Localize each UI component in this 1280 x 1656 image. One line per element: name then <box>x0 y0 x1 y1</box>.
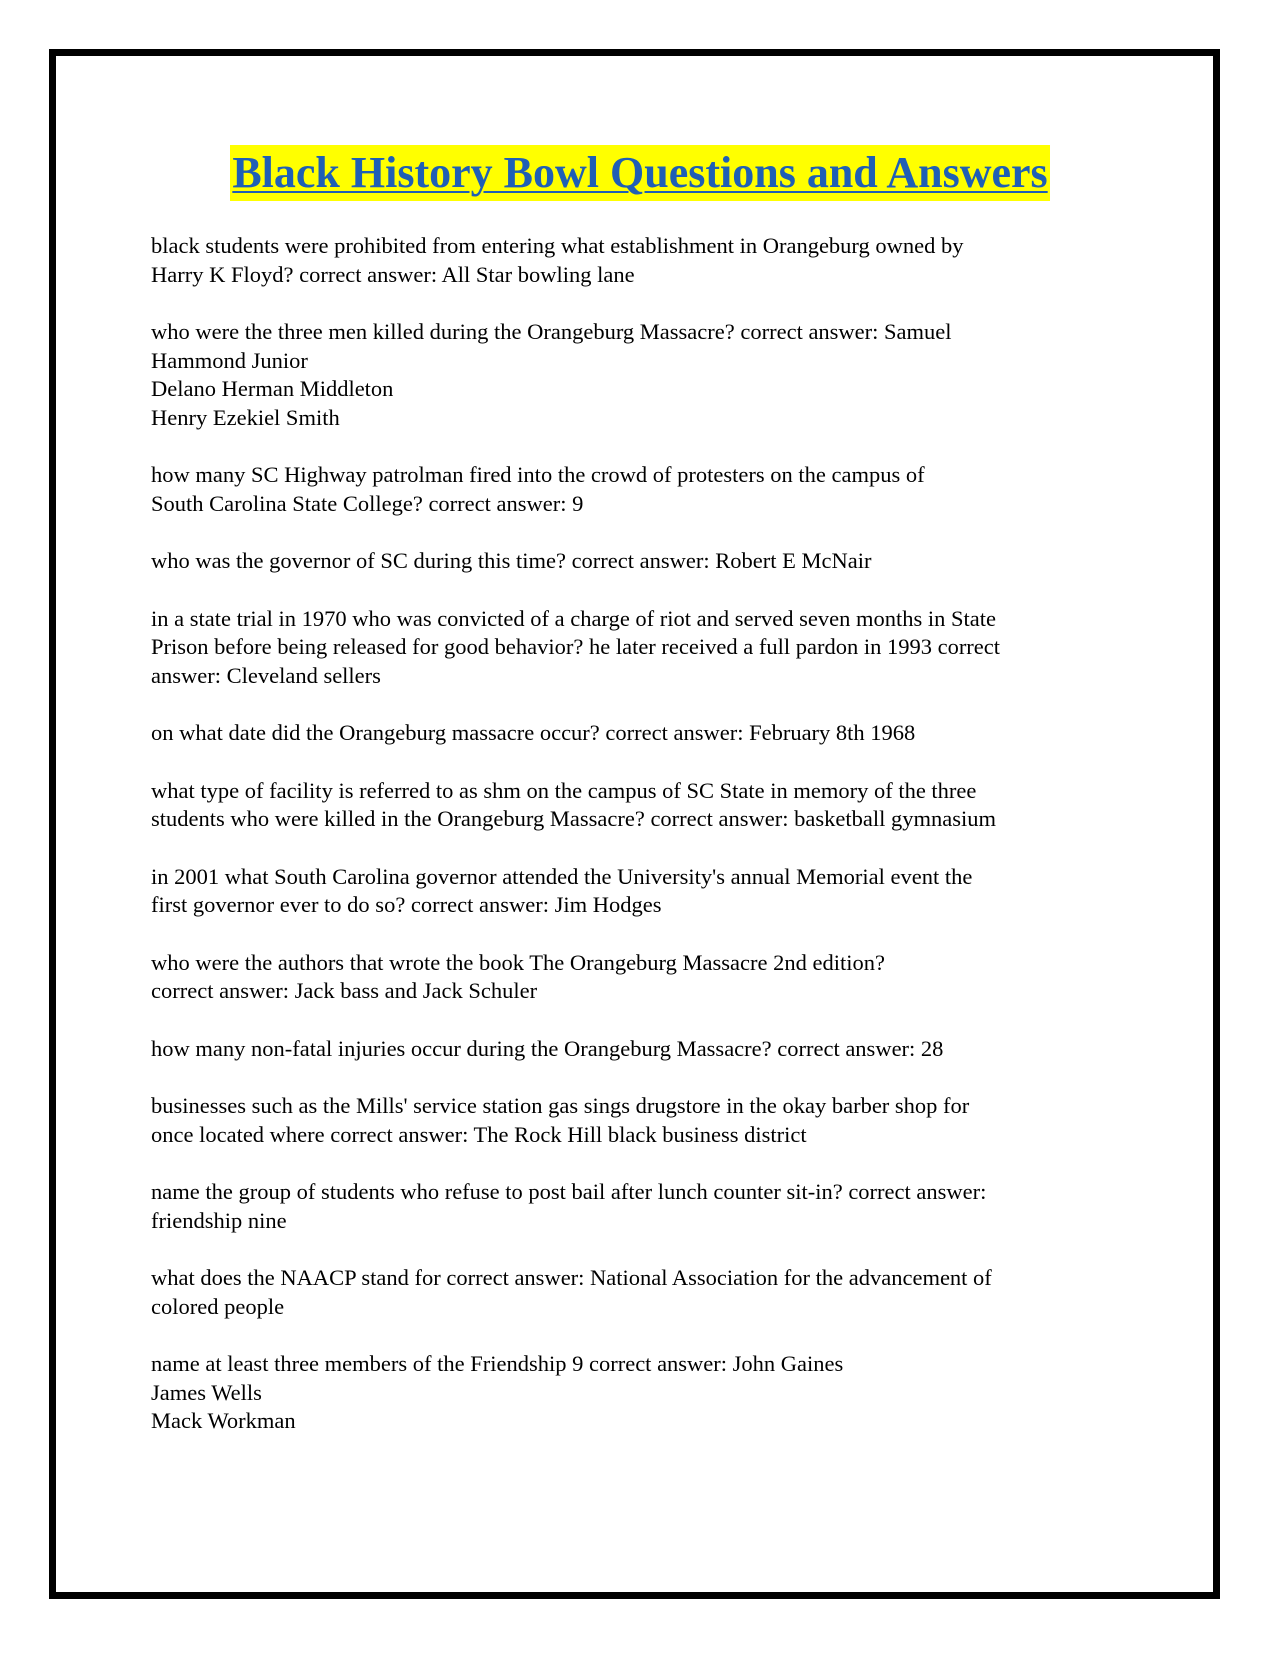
qa-item: businesses such as the Mills' service station gas sings drugstore in the okay barber shop for once located where correct answer: The Rock Hill black business district <box>151 1093 970 1147</box>
qa-item: what does the NAACP stand for correct answer: National Association for the advancement of colored people <box>151 1265 992 1319</box>
qa-item: name the group of students who refuse to post bail after lunch counter sit-in? correct answer: friendship nine <box>151 1179 987 1233</box>
qa-item: how many SC Highway patrolman fired into the crowd of protesters on the campus of South Carolina State College? correct answer: 9 <box>151 462 925 516</box>
qa-item: how many non-fatal injuries occur during the Orangeburg Massacre? correct answer: 28 <box>151 1035 944 1061</box>
qa-item: who were the three men killed during the Orangeburg Massacre? correct answer: Samuel Hammond Junior Delano Herman Middleton Henry Ezekiel Smith <box>151 319 952 430</box>
title-container <box>0 145 1280 201</box>
qa-item: in a state trial in 1970 who was convicted of a charge of riot and served seven months in State Prison before being released for good behavior? he later received a full pardon in 1993 correct answer: Cleveland sellers <box>151 605 1001 688</box>
qa-item: on what date did the Orangeburg massacre occur? correct answer: February 8th 1968 <box>151 720 916 745</box>
qa-item: in 2001 what South Carolina governor attended the University's annual Memorial event the first governor ever to do so? correct answer: Jim Hodges <box>151 863 973 917</box>
document-title: Black History Bowl Questions and Answers <box>230 145 1049 201</box>
qa-item: what type of facility is referred to as shm on the campus of SC State in memory of the three students who were killed in the Orangeburg Massacre? correct answer: basketball gymnasium <box>151 777 996 831</box>
qa-item: name at least three members of the Friendship 9 correct answer: John Gaines James Wells Mack Workman <box>151 1351 844 1433</box>
question-answer-list <box>151 232 1111 1465</box>
qa-item: who was the governor of SC during this time? correct answer: Robert E McNair <box>151 548 872 573</box>
qa-item: black students were prohibited from entering what establishment in Orangeburg owned by Harry K Floyd? correct answer: All Star bowling lane <box>151 233 964 287</box>
qa-item: who were the authors that wrote the book The Orangeburg Massacre 2nd edition? correct answer: Jack bass and Jack Schuler <box>151 949 885 1003</box>
